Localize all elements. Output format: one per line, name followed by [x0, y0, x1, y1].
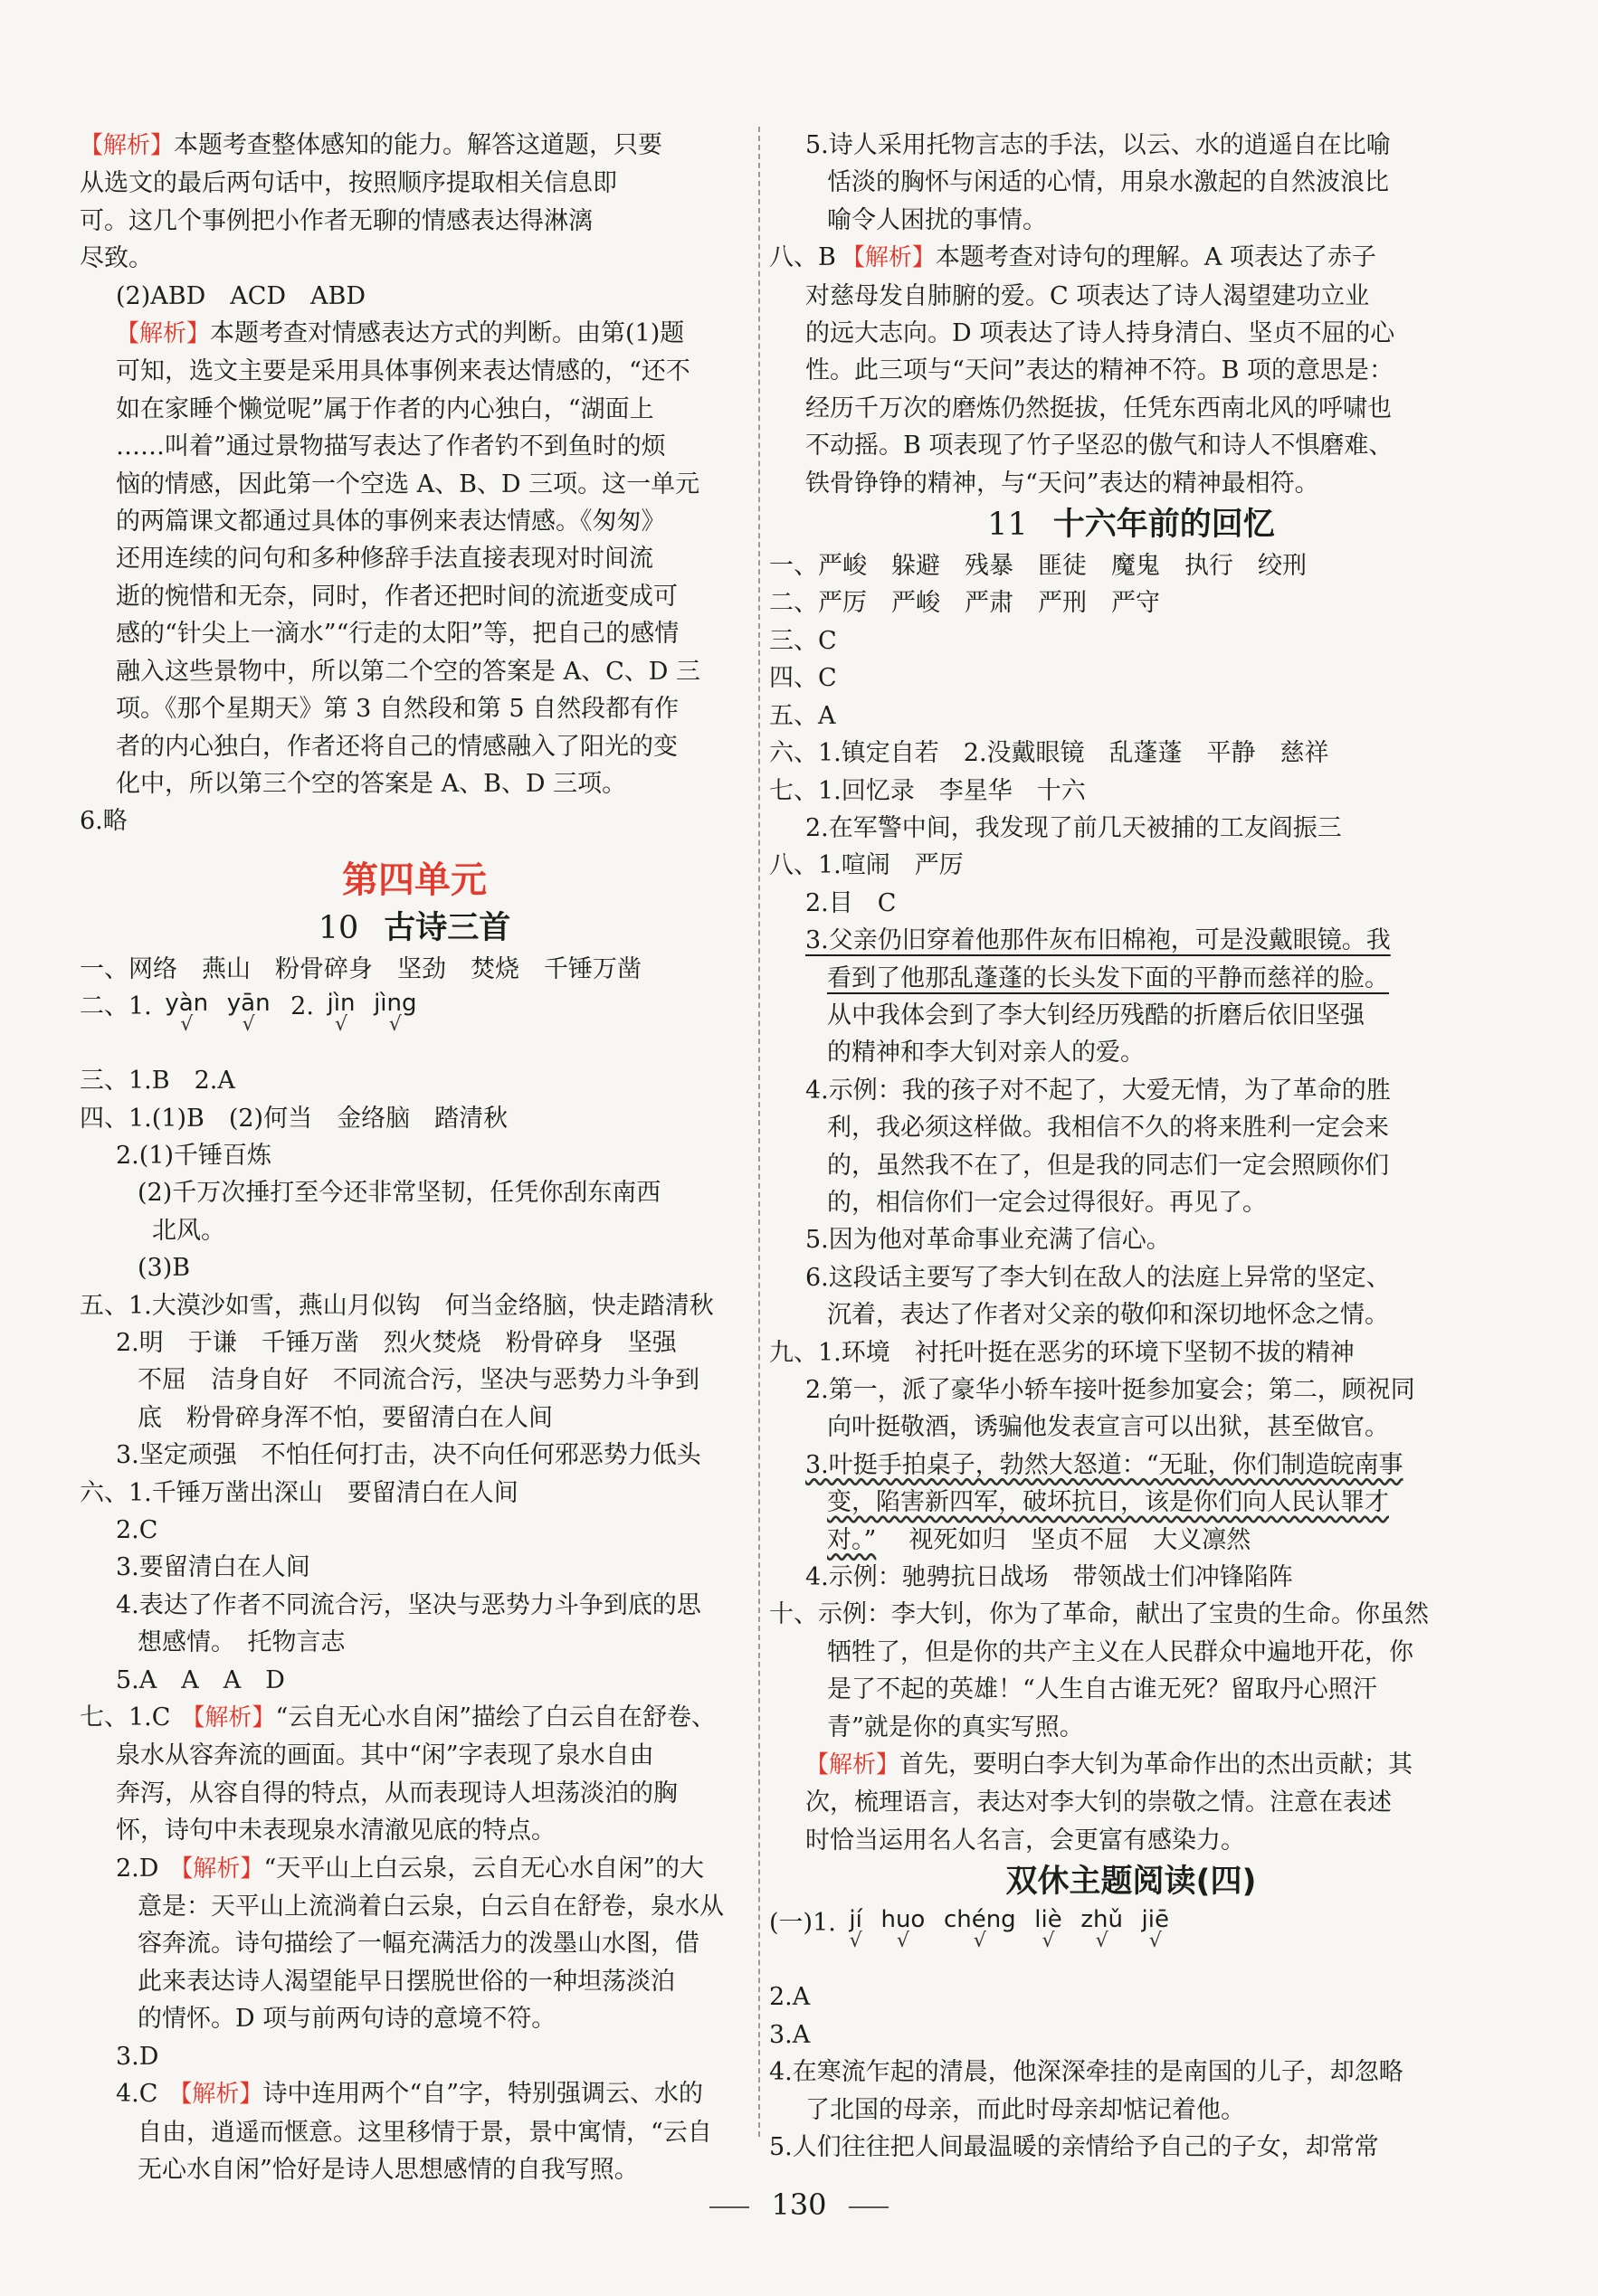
answer-line: 6.略: [80, 807, 128, 836]
answer-line: 6.这段话主要写了李大钊在敌人的法庭上异常的坚定、: [805, 1263, 1391, 1292]
answer-line: 沉着，表达了作者对父亲的敬仰和深切地怀念之情。: [827, 1301, 1389, 1330]
answer-line: 六、1.千锤万凿出深山 要留清白在人间: [80, 1478, 518, 1507]
analysis-tag: 【解析】: [169, 1855, 264, 1883]
check-mark-icon: √: [334, 1013, 348, 1037]
answer-line: (2)千万次捶打至今还非常坚韧，任凭你刮东南西: [138, 1179, 661, 1208]
answer-line: 的，相信你们一定会过得很好。再见了。: [827, 1188, 1267, 1217]
column-divider: [758, 127, 760, 2137]
answer-line: 5.A A A D: [116, 1665, 285, 1694]
answer-line: (3)B: [138, 1254, 191, 1283]
left-column: [80, 127, 749, 2188]
answer-line: 4.表达了作者不同流合污，坚决与恶势力斗争到底的思: [116, 1590, 701, 1619]
pinyin-choice: jí √: [849, 1906, 862, 1953]
underlined-text: 看到了他那乱蓬蓬的长头发下面的平静而慈祥的脸。: [827, 963, 1389, 992]
footer-dash-left: [709, 2206, 749, 2208]
answer-line: 2.目 C: [805, 888, 897, 917]
analysis-tag: 【解析】: [805, 1751, 900, 1779]
pinyin-choice: yān √: [226, 990, 271, 1037]
answer-line: 从中我体会到了李大钊经历残酷的折磨后依旧坚强: [827, 1001, 1365, 1029]
analysis-tag: 【解析】: [80, 132, 175, 159]
answer-line: 三、C: [769, 626, 837, 655]
pinyin-choice: jìn √: [327, 990, 356, 1037]
answer-line: 的精神和李大钊对亲人的爱。: [827, 1039, 1145, 1067]
answer-line: 五、1.大漠沙如雪，燕山月似钩 何当金络脑，快走踏清秋: [80, 1291, 714, 1320]
unit-title: 第四单元: [342, 859, 487, 901]
check-mark-icon: √: [1095, 1930, 1108, 1953]
answer-line: 了北国的母亲，而此时母亲却惦记着他。: [805, 2095, 1245, 2124]
answer-line: 5.人们往往把人间最温暖的亲情给予自己的子女，却常常: [769, 2132, 1379, 2161]
answer-line: 向叶挺敬酒，诱骗他发表宣言可以出狱，甚至做官。: [827, 1413, 1389, 1442]
wavy-underlined-text: 变，陷害新四军，破坏抗日，该是你们向人民认罪才: [827, 1488, 1389, 1517]
answer-line: 2.明 于谦 千锤万凿 烈火焚烧 粉骨碎身 坚强: [116, 1328, 677, 1357]
answer-line: 4.示例：驰骋抗日战场 带领战士们冲锋陷阵: [805, 1563, 1293, 1592]
answer-line: 3.D: [116, 2042, 159, 2071]
answer-line: 一、严峻 躲避 残暴 匪徒 魔鬼 执行 绞刑: [769, 552, 1307, 581]
answer-line: 2.第一，派了豪华小轿车接叶挺参加宴会；第二，顾祝同: [805, 1376, 1415, 1404]
answer-line: [769, 1447, 1493, 1484]
answer-line: 5.因为他对革命事业充满了信心。: [805, 1226, 1171, 1255]
check-mark-icon: √: [1148, 1930, 1162, 1953]
section-title: 双休主题阅读(四): [1005, 1864, 1257, 1901]
analysis-note-10: 【解析】首先，要明白李大钊为革命作出的杰出贡献；其 次，梳理语言，表达对李大钊的崇敬之情。注意在表述 时恰当运用名人名言，会更富有感染力。: [805, 1750, 1413, 1855]
answer-line: 利，我必须这样做。我相信不久的将来胜利一定会来: [827, 1114, 1389, 1143]
check-mark-icon: √: [242, 1013, 255, 1037]
answer-line: 七、1.回忆录 李星华 十六: [769, 776, 1086, 805]
check-mark-icon: √: [973, 1930, 986, 1953]
answer-line: 二、严厉 严峻 严肃 严刑 严守: [769, 589, 1160, 618]
answer-line: 4.示例：我的孩子对不起了，大爱无情，为了革命的胜: [805, 1076, 1391, 1105]
answer-line: 五、A: [769, 701, 836, 730]
answer-line: 的，虽然我不在了，但是我的同志们一定会照顾你们: [827, 1151, 1389, 1180]
pinyin-choice: huo √: [880, 1906, 926, 1953]
answer-line: 2.A: [769, 1983, 811, 2012]
answer-line: 2.C: [116, 1516, 158, 1544]
pinyin-answer-row: (一)1. jí √ huo √ chéng √ liè √ zhǔ √ jiē √: [769, 1906, 1169, 1953]
lesson-number: 10: [318, 909, 359, 946]
check-mark-icon: √: [849, 1930, 862, 1953]
answer-line: 3.坚定顽强 不怕任何打击，决不向任何邪恶势力低头: [116, 1441, 701, 1470]
analysis-tag: 【解析】: [841, 244, 936, 272]
analysis-note-8: 八、B 【解析】本题考查对诗句的理解。A 项表达了赤子 对慈母发自肺腑的爱。C 项表达了诗人渴望建功立业 的远大志向。D 项表达了诗人持身清白、坚贞不屈的心 性。此三项与“天问”表达的精神不符。B 项的意思是： 经历千万次的磨炼仍然挺拔，任凭东西南北风的呼啸也 不动摇。B 项表现了竹子坚忍的傲气和诗人不惧磨难、 铁骨铮铮的精神，与“天问”表达的精神最相符。: [769, 243, 1395, 498]
answer-line: 恬淡的胸怀与闲适的心情，用泉水激起的自然波浪比: [827, 168, 1389, 197]
check-mark-icon: √: [896, 1930, 909, 1953]
answer-line: 北风。: [152, 1216, 225, 1245]
answer-line: 想感情。 托物言志: [138, 1628, 346, 1657]
answer-line: 八、1.喧闹 严厉: [769, 851, 964, 880]
pinyin-choice: jìng √: [374, 990, 417, 1037]
right-column: [769, 127, 1493, 2166]
lesson-number: 11: [987, 507, 1028, 544]
analysis-note-7-2: 2.D 【解析】“天平山上白云泉，云自无心水自闲”的大 意是：天平山上流淌着白云泉，白云自在舒卷，泉水从 容奔流。诗句描绘了一幅充满活力的泼墨山水图，借 此来表达诗人渴望能早日摆脱世俗的一种坦荡淡泊 的情怀。D 项与前两句诗的意境不符。: [116, 1854, 724, 2034]
analysis-tag: 【解析】: [116, 320, 211, 348]
answer-line: 牺牲了，但是你的共产主义在人民群众中遍地开花，你: [827, 1637, 1413, 1666]
pinyin-choice: jiē √: [1141, 1906, 1169, 1953]
answer-line: 六、1.镇定自若 2.没戴眼镜 乱蓬蓬 平静 慈祥: [769, 739, 1329, 768]
check-mark-icon: √: [388, 1013, 402, 1037]
answer-line: 是了不起的英雄！“人生自古谁无死？留取丹心照汗: [827, 1675, 1377, 1704]
answer-line: 一、网络 燕山 粉骨碎身 坚劲 焚烧 千锤万凿: [80, 954, 642, 983]
answer-line: 喻令人困扰的事情。: [827, 205, 1047, 234]
answer-line: 3.要留清白在人间: [116, 1553, 310, 1582]
answer-line: [769, 960, 1493, 997]
answer-line: 2.在军警中间，我发现了前几天被捕的工友阎振三: [805, 813, 1342, 842]
lesson-title: 10 古诗三首: [318, 909, 511, 946]
pinyin-choice: chéng √: [943, 1906, 1016, 1953]
answer-line: [769, 922, 1493, 959]
pinyin-choice: yàn √: [165, 990, 209, 1037]
wavy-underlined-text: 对。”: [827, 1525, 877, 1554]
footer-dash-right: [849, 2206, 889, 2208]
answer-line: 3.A: [769, 2020, 811, 2049]
check-mark-icon: √: [180, 1013, 194, 1037]
answer-line: 四、1.(1)B (2)何当 金络脑 踏清秋: [80, 1104, 509, 1133]
underlined-text: 3.父亲仍旧穿着他那件灰布旧棉袍，可是没戴眼镜。我: [805, 926, 1391, 955]
wavy-underlined-text: 3.叶挺手拍桌子，勃然大怒道：“无耻，你们制造皖南事: [805, 1450, 1403, 1479]
analysis-tag: 【解析】: [168, 2081, 263, 2109]
analysis-tag: 【解析】: [181, 1704, 276, 1732]
answer-line: 5.诗人采用托物言志的手法，以云、水的逍遥自在比喻: [805, 131, 1391, 159]
answer-line: [769, 1484, 1493, 1521]
answer-line: 十、示例：李大钊，你为了革命，献出了宝贵的生命。你虽然: [769, 1600, 1429, 1629]
pinyin-answer-row: 二、1. yàn √ yān √ 2. jìn √ jìng √: [80, 990, 417, 1037]
answer-line: 4.在寒流乍起的清晨，他深深牵挂的是南国的儿子，却忽略: [769, 2058, 1403, 2087]
answer-line: 九、1.环境 衬托叶挺在恶劣的环境下坚韧不拔的精神: [769, 1338, 1355, 1367]
pinyin-choice: zhǔ √: [1080, 1906, 1123, 1953]
answer-line: 底 粉骨碎身浑不怕，要留清白在人间: [138, 1403, 553, 1432]
answer-line: 不屈 洁身自好 不同流合污，坚决与恶势力斗争到: [138, 1366, 699, 1395]
answer-line: 青”就是你的真实写照。: [827, 1713, 1084, 1741]
answer-line: 对。” 视死如归 坚贞不屈 大义凛然: [827, 1525, 1251, 1554]
analysis-note-7-4: 4.C 【解析】诗中连用两个“自”字，特别强调云、水的 自由，逍遥而惬意。这里移情于景，景中寓情，“云自 无心水自闲”恰好是诗人思想感情的自我写照。: [116, 2080, 712, 2184]
page-footer: [0, 2187, 1598, 2222]
lesson-title: 11 十六年前的回忆: [987, 507, 1275, 544]
answer-line: 2.(1)千锤百炼: [116, 1141, 272, 1170]
pinyin-choice: liè √: [1034, 1906, 1062, 1953]
answer-line: 三、1.B 2.A: [80, 1067, 235, 1096]
analysis-note-7-1: 七、1.C 【解析】“云自无心水自闲”描绘了白云自在舒卷、 泉水从容奔流的画面。其中“闲”字表现了泉水自由 奔泻，从容自得的特点，从而表现诗人坦荡淡泊的胸 怀，诗句中未表现泉水清澈见底的特点。: [80, 1703, 717, 1845]
check-mark-icon: √: [1042, 1930, 1055, 1953]
page-number: 130: [771, 2187, 827, 2222]
answer-line: 四、C: [769, 664, 837, 693]
analysis-note-q2: 【解析】本题考查对情感表达方式的判断。由第(1)题 可知，选文主要是采用具体事例来表达情感的，“还不 如在家睡个懒觉呢”属于作者的内心独白，“湖面上 ……叫着”通过景物描写表达了作者钓不到鱼时的烦 恼的情感，因此第一个空选 A、B、D 三项。这一单元 的两篇课文都通过具体的事例来表达情感。《匆匆》 还用连续的问句和多种修辞手法直接表现对时间流 逝的惋惜和无奈，同时，作者还把时间的流逝变成可 感的“针尖上一滴水”“行走的太阳”等，把自己的感情 融入这些景物中，所以第二个空的答案是 A、C、D 三 项。《那个星期天》第 3 自然段和第 5 自然段都有作 者的内心独白，作者还将自己的情感融入了阳光的变 化中，所以第三个空的答案是 A、B、D 三项。: [116, 319, 700, 798]
answer-line: (2)ABD ACD ABD: [116, 281, 366, 310]
analysis-note-top: 【解析】本题考查整体感知的能力。解答这道题，只要 从选文的最后两句话中，按照顺序提取相关信息即 可。这几个事例把小作者无聊的情感表达得淋漓 尽致。: [80, 131, 663, 273]
